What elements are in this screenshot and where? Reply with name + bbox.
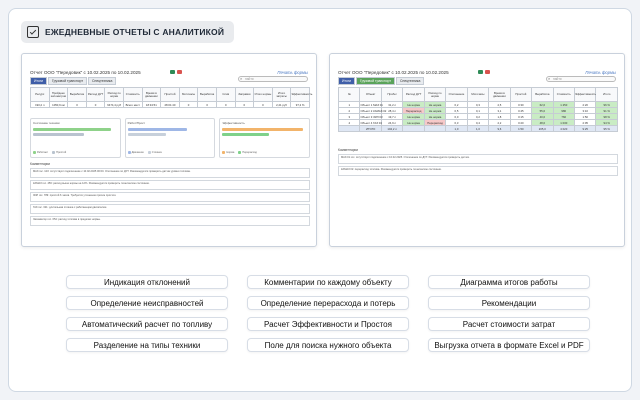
table-cell: 3 xyxy=(339,114,360,120)
table-header-cell: Стоимость xyxy=(553,88,574,102)
totals-cell: 9:25 xyxy=(574,126,595,132)
objects-table xyxy=(338,87,618,132)
table-cell: 1 030 xyxy=(553,120,574,126)
table-cell: 48,0 xyxy=(532,120,553,126)
table-cell: 97,2 % xyxy=(291,102,310,108)
comment-row: ЗИЛ гос. 789: простой 6 часов. Требуется уточнение причин простоя. xyxy=(30,192,310,202)
table-cell: 0,3 xyxy=(446,120,467,126)
table-cell: 4 xyxy=(339,120,360,126)
table-cell: 0:20 xyxy=(510,120,531,126)
tab-totals[interactable]: Итоги xyxy=(338,77,355,85)
totals-cell: 205,0 xyxy=(532,126,553,132)
export-icons xyxy=(170,70,182,74)
table-header-cell: Итого затраты xyxy=(272,88,291,102)
table-header-cell: Стоимость xyxy=(123,88,142,102)
table-cell: 3:10 xyxy=(574,108,595,114)
table-header-cell: Пройдено километров xyxy=(49,88,68,102)
totals-cell: 4 020 xyxy=(553,126,574,132)
table-header-cell: № xyxy=(339,88,360,102)
table-header-cell: Выработка xyxy=(68,88,87,102)
totals-cell xyxy=(339,126,360,132)
table-cell: 0,4 xyxy=(467,120,488,126)
totals-row xyxy=(339,126,618,132)
totals-cell xyxy=(424,126,445,132)
table-cell: 1:50 xyxy=(574,114,595,120)
table-cell: 3,1 xyxy=(489,108,510,114)
comment-row: МАЗ гос. 123: отсутствует подключение с 10.02.2025 00:00. Отклонение по ДУТ. Рекомендуется проверить датчик уровня топлива. xyxy=(30,168,310,178)
feature-results-chart: Диаграмма итогов работы xyxy=(428,275,590,289)
totals-cell xyxy=(403,126,424,132)
table-cell: 1 xyxy=(339,102,360,108)
feature-fault-detection: Определение неисправностей xyxy=(66,296,228,310)
table-cell: 2:20 xyxy=(574,102,595,108)
chart-card-state: Состояние техники Работает Простой xyxy=(30,118,121,158)
feature-fuel-calc: Автоматический расчет по топливу xyxy=(66,317,228,331)
table-cell: 0 xyxy=(179,102,198,108)
table-header-cell: Ресурс xyxy=(31,88,50,102)
table-header-cell: Итого нормы xyxy=(254,88,273,102)
table-cell: 190,2 л xyxy=(31,102,50,108)
summary-table xyxy=(30,87,313,108)
table-cell: 760 xyxy=(553,114,574,120)
feature-object-comments: Комментарии по каждому объекту xyxy=(247,275,409,289)
comment-row: КАМАЗ 02: перерасход топлива. Рекомендуется проверить техническое состояние. xyxy=(338,166,618,176)
table-cell: 24,9 л xyxy=(381,120,402,126)
table-cell: Не норма xyxy=(424,102,445,108)
table-cell: 2:05 xyxy=(574,120,595,126)
table-cell: Объект 1 МАЗ 01 xyxy=(360,102,383,107)
report-check-icon xyxy=(27,26,39,38)
table-cell: 62,0 xyxy=(532,102,553,108)
header-title: ЕЖЕДНЕВНЫЕ ОТЧЕТЫ С АНАЛИТИКОЙ xyxy=(45,27,225,37)
table-cell: 0 xyxy=(216,102,235,108)
table-cell: 0:30 xyxy=(510,102,531,108)
totals-cell: 9,6 xyxy=(489,126,510,132)
table-cell: Объект 2 КАМАЗ 02 xyxy=(360,108,387,113)
table-cell: 98 % xyxy=(596,114,618,120)
table-header-cell: Расход ДУТ xyxy=(86,88,105,102)
table-cell: 55,0 xyxy=(532,108,553,114)
table-cell: Не норма xyxy=(424,114,445,120)
table-cell: 0,2 xyxy=(446,102,467,108)
totals-cell: 1,0 xyxy=(467,126,488,132)
table-cell: Не норма xyxy=(403,120,424,126)
feature-deviation-indication: Индикация отклонений xyxy=(66,275,228,289)
tab-trucks[interactable]: Грузовой транспорт xyxy=(356,77,395,85)
feature-recommendations: Рекомендации xyxy=(428,296,590,310)
report-preview-left xyxy=(21,53,317,247)
table-header-cell: Расход по норме xyxy=(424,88,445,102)
table-header-cell: Простой xyxy=(510,88,531,102)
feature-vehicle-types: Разделение на типы техники xyxy=(66,338,228,352)
table-cell: 0 xyxy=(235,102,254,108)
table-header-cell: Простой xyxy=(161,88,180,102)
chart-card-work: Работ/Прост Движение Стоянка xyxy=(125,118,216,158)
feature-search-field: Поле для поиска нужного объекта xyxy=(247,338,409,352)
excel-icon[interactable] xyxy=(478,70,483,74)
report-preview-right xyxy=(329,53,625,247)
table-header-cell: Слив xyxy=(216,88,235,102)
table-cell: 96 % xyxy=(596,102,618,108)
totals-cell: 1:50 xyxy=(510,126,531,132)
main-frame xyxy=(8,8,632,392)
report-tabs xyxy=(30,77,116,85)
chart-card-efficiency: Эффективность Норма Перерасход xyxy=(219,118,310,158)
table-cell: 1,8 xyxy=(489,114,510,120)
table-cell: 1050,9 км xyxy=(49,102,68,108)
print-link[interactable]: Печать формы xyxy=(277,70,308,75)
table-header-cell: Итого xyxy=(596,88,618,102)
comments-section xyxy=(30,162,310,228)
table-cell: 0 xyxy=(254,102,273,108)
table-header-cell: Эффективность xyxy=(291,88,310,102)
table-header-cell: Эффективность xyxy=(574,88,595,102)
table-cell: 2,2 xyxy=(489,120,510,126)
header-pill xyxy=(21,21,234,43)
table-header-cell: Время в движении xyxy=(489,88,510,102)
table-cell: Не норма xyxy=(403,102,424,108)
table-cell: 0,1 xyxy=(467,108,488,114)
feature-cost-calc: Расчет стоимости затрат xyxy=(428,317,590,331)
table-cell: 2,21 руб xyxy=(272,102,291,108)
table-cell: 40,0 xyxy=(532,114,553,120)
search-input[interactable]: ⌕ найти xyxy=(546,76,616,82)
pdf-icon[interactable] xyxy=(177,70,182,74)
feature-overconsumption: Определение перерасхода и потерь xyxy=(247,296,409,310)
table-header-cell: Расход ДУТ xyxy=(403,88,424,102)
table-row xyxy=(31,102,310,108)
table-cell: 28,4 л xyxy=(381,108,402,114)
report-tabs xyxy=(338,77,424,85)
table-cell: 0:15 xyxy=(510,114,531,120)
excel-icon[interactable] xyxy=(170,70,175,74)
totals-cell: 95 % xyxy=(596,126,618,132)
export-icons xyxy=(478,70,490,74)
table-cell: 28:01:40 xyxy=(161,102,180,108)
totals-cell: ИТОГО xyxy=(360,126,381,132)
feature-export: Выгрузка отчета в формате Excel и PDF xyxy=(428,338,590,352)
comment-row: ГАЗ гос. 321: длительная стоянка с работающим двигателем. xyxy=(30,204,310,214)
table-cell: 0,5 xyxy=(446,108,467,114)
table-cell: 0,2 xyxy=(467,114,488,120)
table-cell: 980 xyxy=(553,108,574,114)
totals-cell: 104,2 л xyxy=(381,126,402,132)
table-header-cell: Пробег xyxy=(381,88,402,102)
tab-special[interactable]: Спецтехника xyxy=(88,77,116,85)
table-header-cell: Расход по норме xyxy=(105,88,124,102)
table-cell: 2,5 xyxy=(489,102,510,108)
print-link[interactable]: Печать формы xyxy=(585,70,616,75)
table-cell: 2 xyxy=(339,108,360,114)
table-header-cell: Отклонение xyxy=(446,88,467,102)
feature-efficiency-idle: Расчет Эффективности и Простоя xyxy=(247,317,409,331)
report-title: Отчет ООО "Передовик" с 10.02.2025 по 10.02.2025 xyxy=(338,70,449,75)
pdf-icon[interactable] xyxy=(485,70,490,74)
table-cell: Не норма xyxy=(403,114,424,120)
table-header-cell: Заправки xyxy=(235,88,254,102)
tab-totals[interactable]: Итоги xyxy=(30,77,47,85)
table-header-cell: Выработка xyxy=(532,88,553,102)
table-cell: 6474,4 руб xyxy=(105,102,124,108)
table-header-cell: Время в движении xyxy=(142,88,161,102)
table-cell: 0:45 xyxy=(510,108,531,114)
comment-row: КАМАЗ гос. 456: расход выше нормы на 12%. Рекомендуется проверить техническое состояние. xyxy=(30,180,310,190)
table-cell: Перерасход xyxy=(403,108,424,114)
comment-row: Экскаватор гос. 654: расход топлива в пределах нормы. xyxy=(30,216,310,226)
table-cell: 1 250 xyxy=(553,102,574,108)
table-header-cell: Моточасы xyxy=(179,88,198,102)
table-cell: 0 xyxy=(198,102,217,108)
table-cell: Объект 4 ГАЗ 04 xyxy=(360,120,382,125)
comments-section xyxy=(338,148,618,178)
table-cell: 0 xyxy=(86,102,105,108)
table-cell: 19,7 л xyxy=(381,114,402,120)
table-cell: 18:34:51 xyxy=(142,102,161,108)
tab-trucks[interactable]: Грузовой транспорт xyxy=(48,77,87,85)
table-header-cell: Выработка xyxy=(198,88,217,102)
table-cell: 0,3 xyxy=(467,102,488,108)
chart-cards xyxy=(30,118,310,158)
report-title: Отчет ООО "Передовик" с 10.02.2025 по 10.02.2025 xyxy=(30,70,141,75)
table-cell: 31,2 л xyxy=(381,102,402,108)
table-cell: 94 % xyxy=(596,120,618,126)
feature-list xyxy=(21,275,621,352)
table-cell: Перерасход xyxy=(424,120,445,126)
table-cell: 0,0 xyxy=(446,114,467,120)
search-input[interactable]: ⌕ найти xyxy=(238,76,308,82)
tab-special[interactable]: Спецтехника xyxy=(396,77,424,85)
table-header-cell: Объект xyxy=(360,88,381,102)
table-cell: Всего мест xyxy=(123,102,142,108)
comments-title: Комментарии xyxy=(338,148,359,152)
table-cell: 91 % xyxy=(596,108,618,114)
comments-title: Комментарии xyxy=(30,162,51,166)
comment-row: МАЗ 01 гос. отсутствует подключение с 10.02.2025. Отклонение по ДУТ. Рекомендуется проверить датчик. xyxy=(338,154,618,164)
table-cell: Объект 3 ЗИЛ 03 xyxy=(360,114,383,119)
table-header-cell: Моточасы xyxy=(467,88,488,102)
table-cell: 0 xyxy=(68,102,87,108)
table-cell: Не норма xyxy=(424,108,445,114)
totals-cell: 1,0 xyxy=(446,126,467,132)
